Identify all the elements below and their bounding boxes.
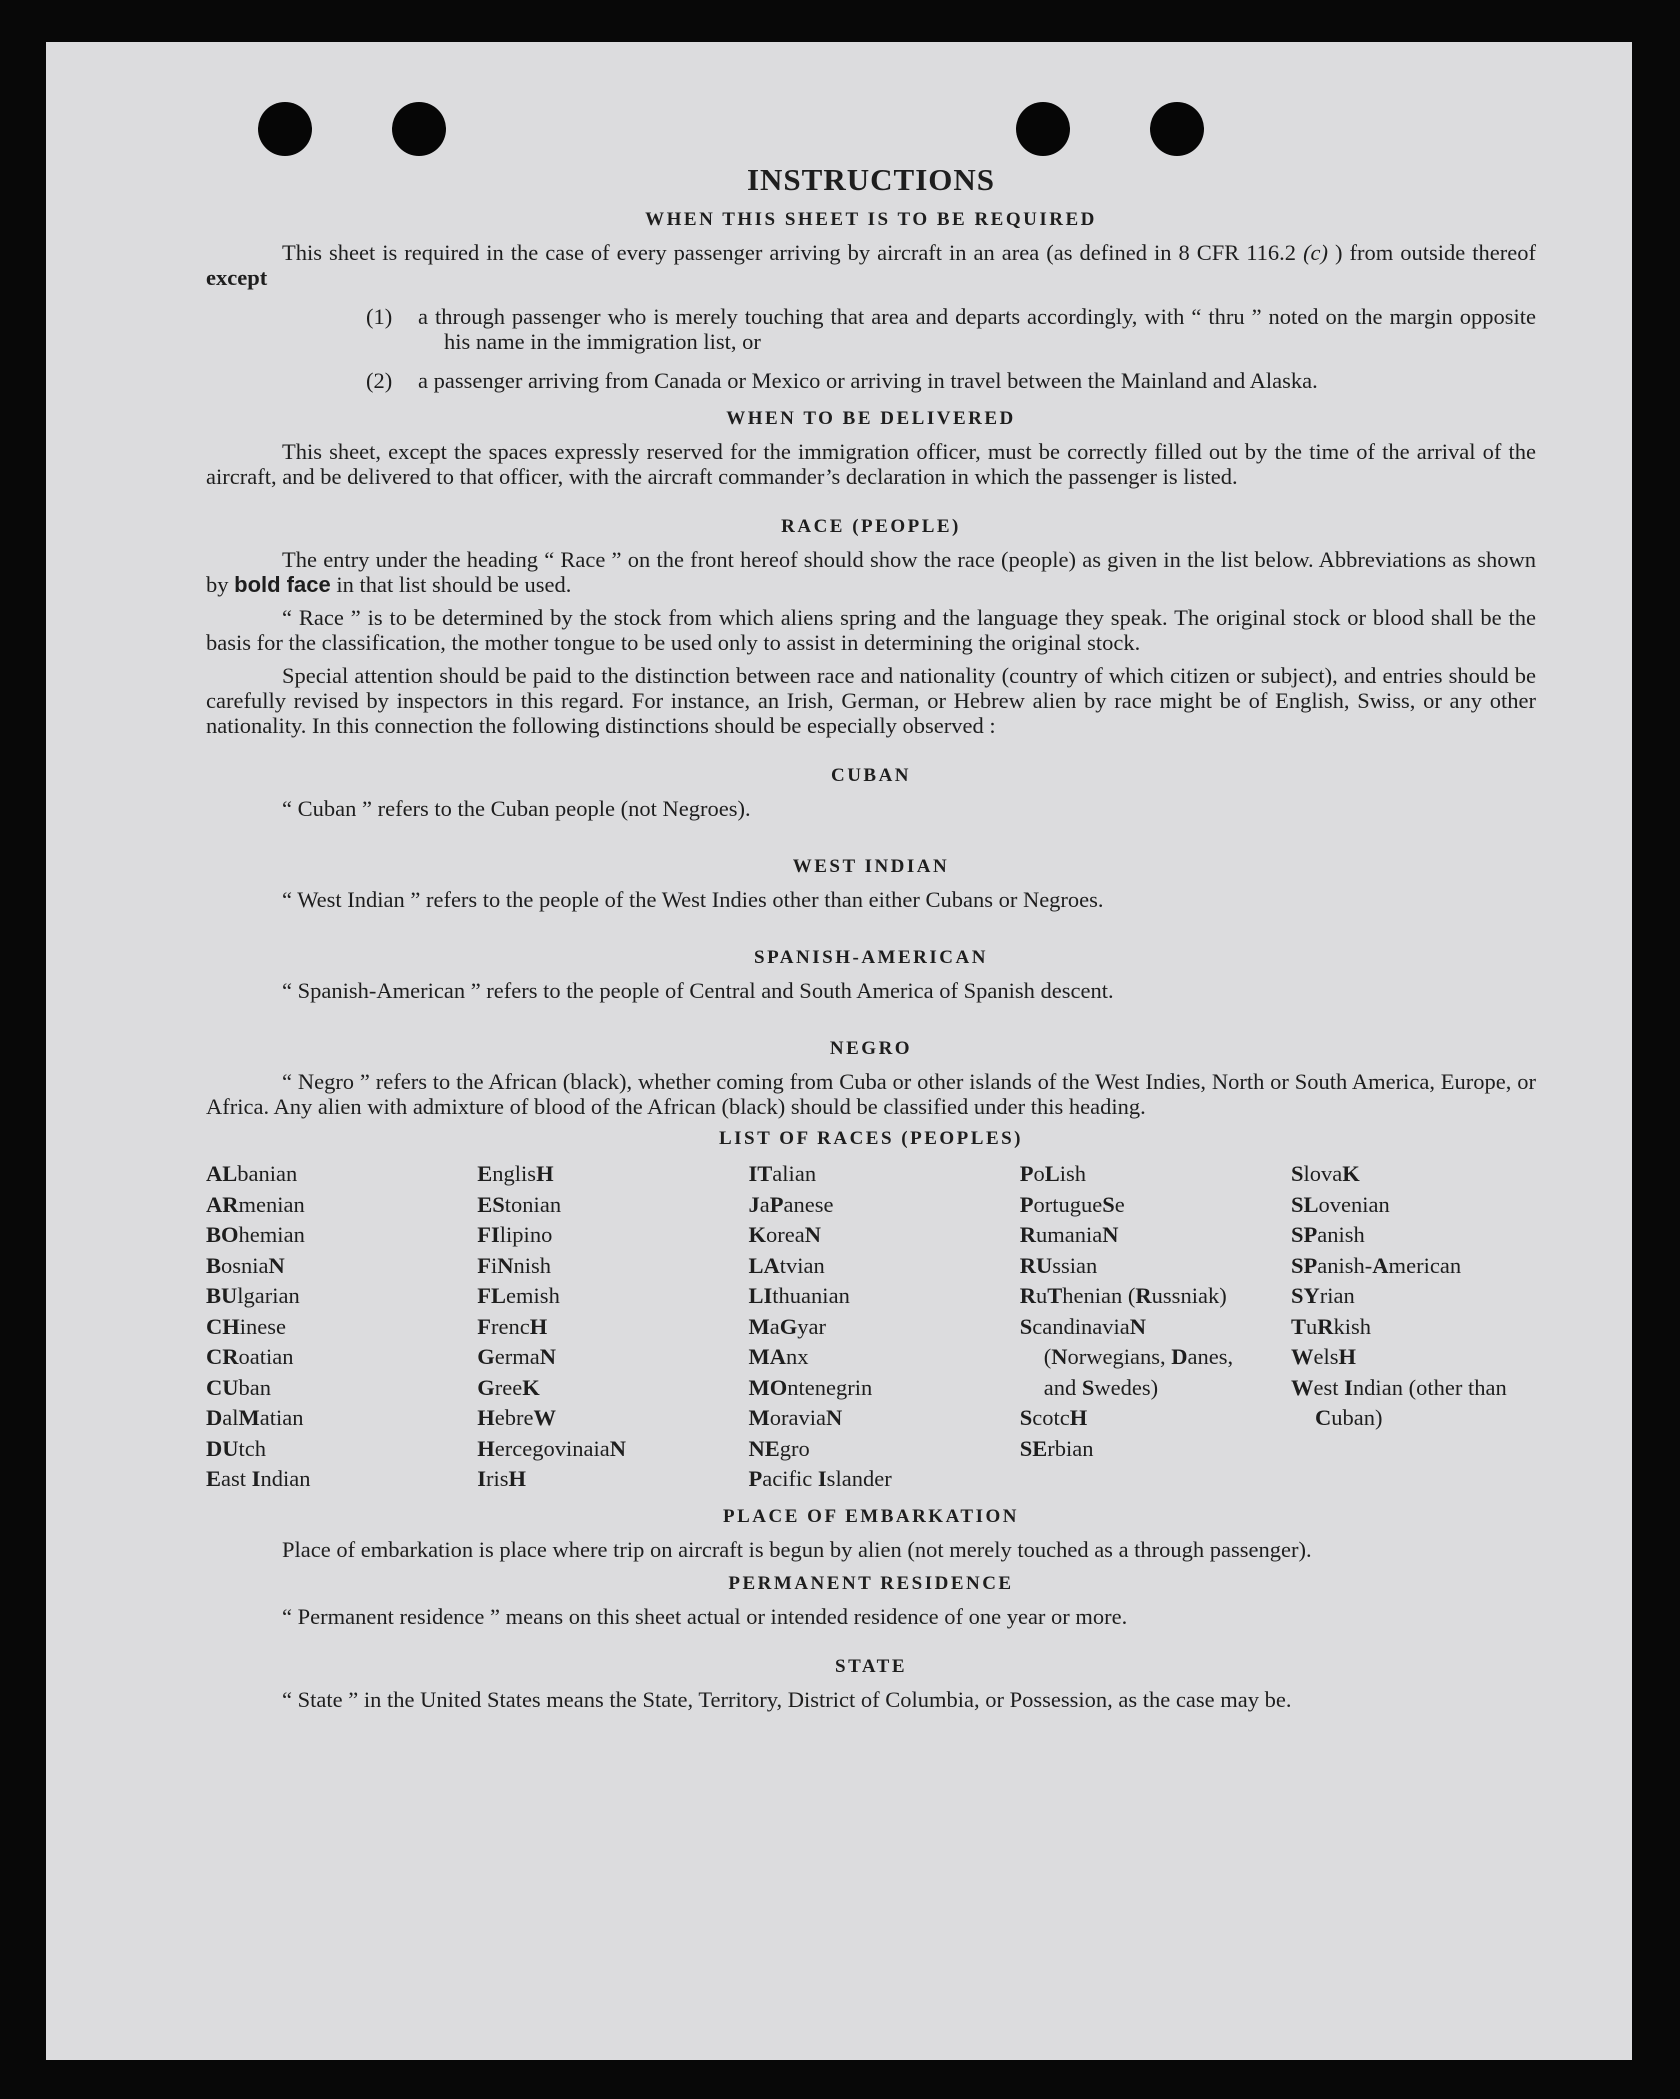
punch-hole	[258, 102, 312, 156]
races-column	[206, 1159, 451, 1495]
race-entry: EStonian	[477, 1191, 562, 1217]
heading-when-delivered: WHEN TO BE DELIVERED	[726, 408, 1016, 429]
race-paragraph-2: “ Race ” is to be determined by the stock from which aliens spring and the language they speak. The original stock or blood shall be the basis for the classification, the mother tongue to be used only to assist in determining the original stock.	[206, 605, 1536, 655]
cuban-text: “ Cuban ” refers to the Cuban people (not Negroes).	[282, 796, 751, 821]
race-entry: MoraviaN	[748, 1405, 843, 1430]
races-column	[749, 1159, 994, 1495]
race-entry: RumaniaN	[1019, 1222, 1119, 1247]
race-entry: BOhemian	[206, 1222, 305, 1247]
race-entry: MaGyar	[748, 1313, 827, 1339]
race-entry: GermaN	[477, 1344, 557, 1369]
race-entry: HebreW	[477, 1405, 557, 1430]
west-indian-text: “ West Indian ” refers to the people of the West Indies other than either Cubans or Negroes.	[282, 887, 1104, 912]
page-title: INSTRUCTIONS	[746, 162, 995, 197]
race-entry: JaPanese	[748, 1191, 834, 1217]
race-entry: WelsH	[1291, 1344, 1357, 1369]
race-entry: ALbanian	[206, 1161, 298, 1186]
race-paragraph-3: Special attention should be paid to the distinction between race and nationality (country of which citizen or subject), and entries should be carefully revised by inspectors in this regard. For instance, an Irish, German, or Hebrew alien by race might be of English, Swiss, or any other nationality. In this connection the following distinctions should be especially observed :	[206, 663, 1536, 738]
race-entry: TuRkish	[1291, 1313, 1372, 1339]
race-entry: MOntenegrin	[748, 1374, 873, 1400]
race-entry: BosniaN	[206, 1252, 285, 1278]
race-entry: ITalian	[748, 1161, 817, 1186]
race-entry: RUssian	[1019, 1252, 1098, 1278]
race-entry: MAnx	[748, 1344, 809, 1369]
when-delivered-text: This sheet, except the spaces expressly reserved for the immigration officer, must be correctly filled out by the time of the arrival of the aircraft, and be delivered to that officer, with the aircraft commander’s declaration in which the passenger is listed.	[206, 439, 1536, 489]
heading-when-required: WHEN THIS SHEET IS TO BE REQUIRED	[645, 209, 1097, 230]
race-entry: ScotcH	[1019, 1405, 1088, 1430]
race-entry: IrisH	[477, 1466, 527, 1491]
races-table	[206, 1159, 1536, 1495]
race-entry: FrencH	[477, 1313, 548, 1339]
heading-west-indian: WEST INDIAN	[792, 856, 950, 877]
race-entry: EnglisH	[477, 1161, 554, 1186]
race-entry: SErbian	[1019, 1435, 1094, 1461]
race-entry: KoreaN	[748, 1222, 822, 1247]
punch-hole	[1150, 102, 1204, 156]
races-column	[1291, 1159, 1536, 1495]
race-entry: SPanish	[1291, 1222, 1365, 1247]
exception-item-1: (1) a through passenger who is merely touching that area and departs accordingly, with “ thru ” noted on the margin opposite his name in the immigration list, or	[366, 304, 1536, 354]
race-entry: ARmenian	[206, 1191, 305, 1217]
race-entry: GreeK	[477, 1374, 540, 1400]
race-entry: CUban	[206, 1374, 271, 1400]
race-entry: Pacific Islander	[748, 1466, 892, 1491]
race-entry: DalMatian	[206, 1405, 304, 1430]
heading-negro: NEGRO	[829, 1038, 913, 1059]
race-entry: East Indian	[206, 1466, 311, 1491]
race-entry: FLemish	[477, 1283, 560, 1308]
race-entry: SYrian	[1291, 1283, 1355, 1308]
race-entry: HercegovinaiaN	[477, 1435, 627, 1461]
race-entry: LIthuanian	[748, 1283, 850, 1308]
embarkation-text: Place of embarkation is place where trip on aircraft is begun by alien (not merely touched as a through passenger).	[282, 1536, 1312, 1562]
heading-spanish-american: SPANISH-AMERICAN	[754, 947, 988, 968]
state-text: “ State ” in the United States means the State, Territory, District of Columbia, or Possession, as the case may be.	[282, 1686, 1292, 1712]
heading-list-of-races: LIST OF RACES (PEOPLES)	[718, 1128, 1024, 1149]
when-required-intro: This sheet is required in the case of every passenger arriving by aircraft in an area (as defined in 8 CFR 116.2 (c) ) from outside thereof except	[206, 240, 1537, 290]
punch-hole	[392, 102, 446, 156]
instructions-content	[206, 162, 1536, 1712]
race-entry: RuThenian (Russniak)	[1019, 1283, 1227, 1308]
race-entry: LAtvian	[748, 1252, 825, 1278]
heading-permanent-residence: PERMANENT RESIDENCE	[728, 1572, 1014, 1594]
heading-race: RACE (PEOPLE)	[781, 516, 961, 537]
race-entry: BUlgarian	[206, 1283, 300, 1308]
exception-item-2: (2) a passenger arriving from Canada or Mexico or arriving in travel between the Mainland and Alaska.	[366, 368, 1318, 393]
race-entry: FiNnish	[477, 1252, 552, 1278]
document-page	[46, 42, 1632, 2060]
race-entry: NEgro	[748, 1435, 810, 1461]
races-column	[477, 1159, 722, 1495]
race-entry: DUtch	[206, 1435, 267, 1461]
heading-embarkation: PLACE OF EMBARKATION	[723, 1505, 1019, 1527]
race-entry: West Indian (other than Cuban)	[1291, 1374, 1507, 1430]
punch-hole	[1016, 102, 1070, 156]
race-entry: CHinese	[206, 1313, 287, 1339]
race-entry: FIlipino	[477, 1222, 553, 1247]
race-entry: ScandinaviaN (Norwegians, Danes, and Swedes)	[1019, 1313, 1234, 1400]
negro-text: “ Negro ” refers to the African (black), whether coming from Cuba or other islands of the West Indies, North or South America, Europe, or Africa. Any alien with admixture of blood of the African (black) should be classified under this heading.	[206, 1069, 1536, 1119]
races-column	[1020, 1159, 1265, 1495]
spanish-american-text: “ Spanish-American ” refers to the people of Central and South America of Spanish descent.	[282, 978, 1114, 1003]
race-entry: SlovaK	[1291, 1161, 1360, 1186]
race-entry: SLovenian	[1291, 1191, 1390, 1217]
race-entry: PoLish	[1019, 1161, 1087, 1186]
race-paragraph-1: The entry under the heading “ Race ” on the front hereof should show the race (people) as given in the list below. Abbreviations as shown by bold face in that list should be used.	[206, 547, 1536, 597]
race-entry: PortugueSe	[1019, 1191, 1125, 1217]
race-entry: CRoatian	[206, 1344, 294, 1369]
heading-state: STATE	[835, 1655, 907, 1677]
heading-cuban: CUBAN	[830, 765, 912, 786]
race-entry: SPanish-American	[1291, 1252, 1462, 1278]
residence-text: “ Permanent residence ” means on this sheet actual or intended residence of one year or more.	[282, 1603, 1128, 1629]
